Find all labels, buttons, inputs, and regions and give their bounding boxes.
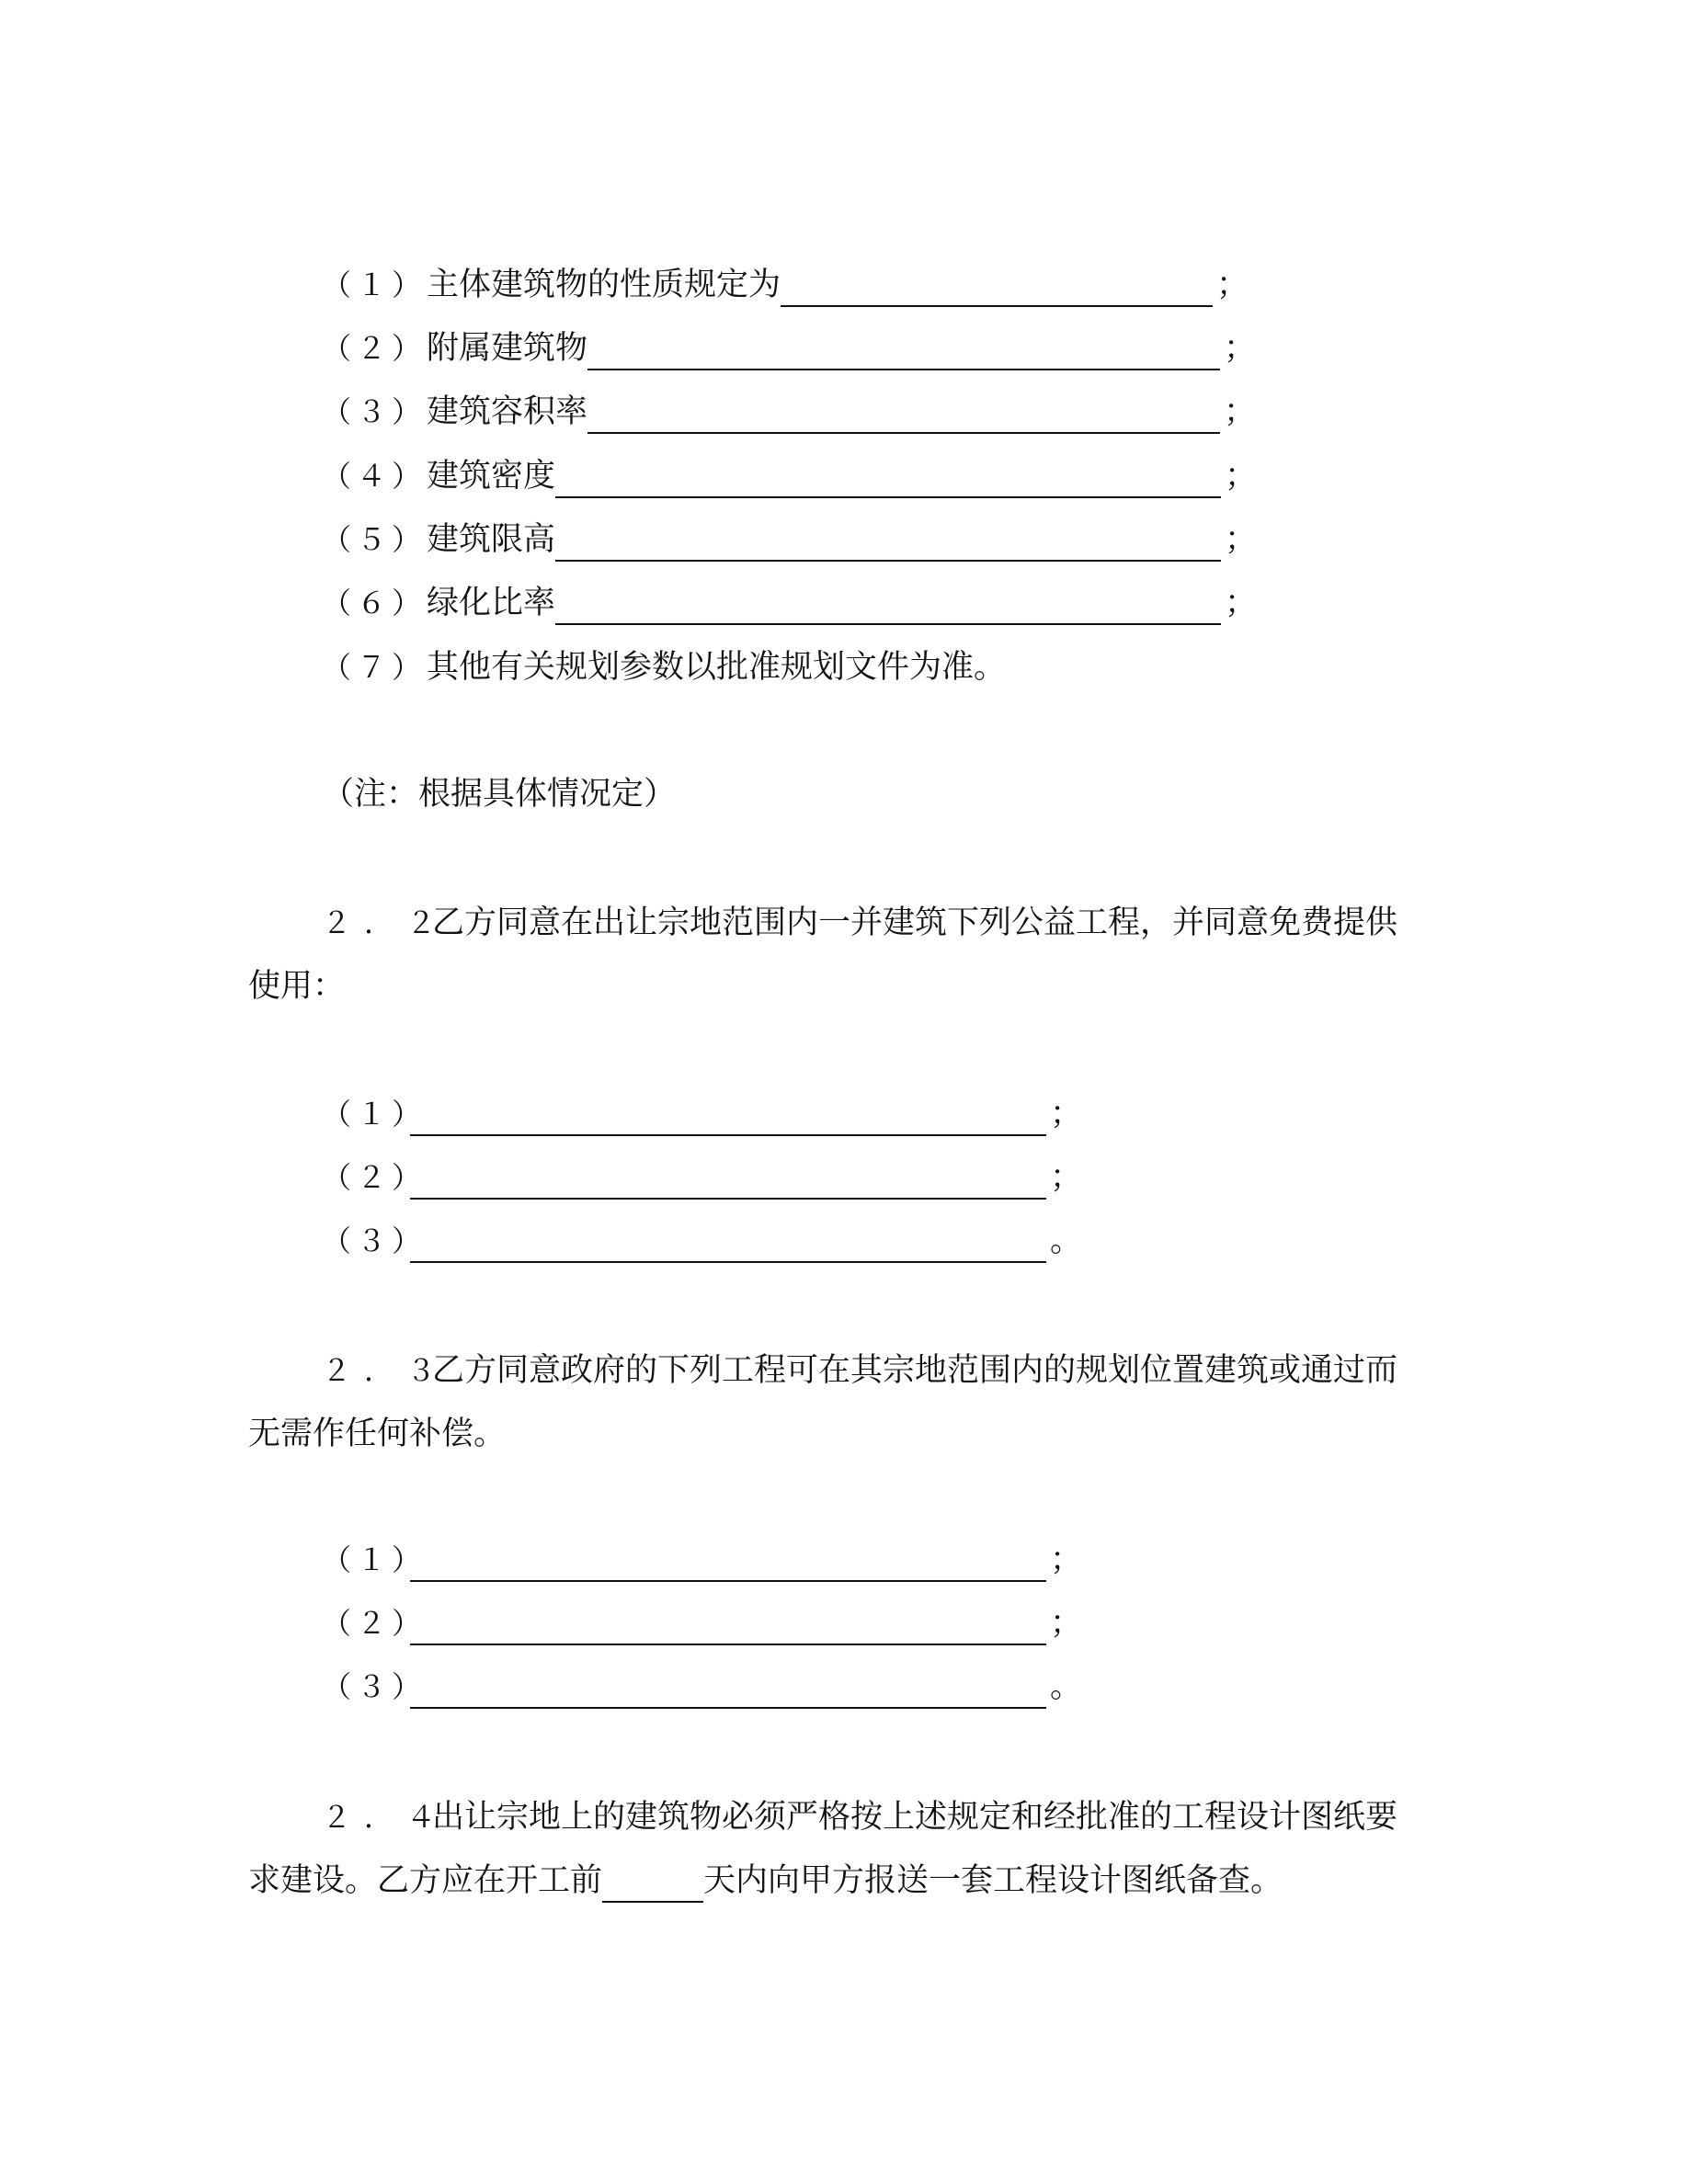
clause-2-2-line2: 使用： [248,968,346,1005]
item-label: 建筑容积率 [427,393,588,430]
fill-blank[interactable] [555,463,1221,498]
clause-2-4-line2 [248,1859,1283,1903]
gov-works-item-3 [322,1665,1082,1709]
item-end-punct: ； [1050,1096,1083,1132]
clause-text: 乙方同意在出让宗地范围内一并建筑下列公益工程，并同意免费提供 [432,904,1398,941]
item-number: （６） [322,586,428,620]
gov-works-item-2 [322,1601,1082,1645]
item-number: （３） [322,394,428,429]
clause-text: 求建设。乙方应在开工前 [248,1862,603,1899]
fill-blank[interactable] [587,399,1220,434]
clause-text: 乙方同意政府的下列工程可在其宗地范围内的规划位置建筑或通过而 [432,1352,1398,1389]
item-number: （１） [322,267,428,302]
clause-text: 天内向甲方报送一套工程设计图纸备查。 [703,1862,1283,1899]
item-number: （２） [322,331,428,366]
public-works-item-1 [322,1092,1082,1136]
item-label: 附属建筑物 [427,330,588,367]
item-number: （４） [322,459,428,494]
item-number: （７） [322,650,428,685]
item-end-punct: ； [1050,1541,1083,1578]
public-works-item-3 [322,1219,1082,1263]
planning-item-4 [322,454,1257,498]
public-works-item-2 [322,1155,1082,1200]
item-end-punct: ； [1050,1159,1083,1196]
planning-item-5 [322,518,1257,562]
clause-2-3-line1 [322,1348,1397,1393]
planning-item-2 [322,326,1256,370]
item-end-punct: ； [1224,393,1257,430]
planning-item-3 [322,390,1256,434]
item-number: （２） [322,1160,428,1195]
clause-2-3-line2: 无需作任何补偿。 [248,1416,507,1452]
item-number: （１） [322,1097,428,1132]
item-end-punct: ； [1225,585,1258,621]
fill-blank[interactable] [781,272,1213,307]
item-label: 建筑密度 [427,458,556,495]
item-end-punct: 。 [1050,1668,1083,1705]
item-label: 其他有关规划参数以批准规划文件为准。 [427,649,1007,686]
clause-2-2-line1 [322,901,1397,945]
item-number: （２） [322,1606,428,1641]
item-end-punct: 。 [1050,1223,1083,1259]
item-number: （３） [322,1223,428,1258]
item-label: 绿化比率 [427,585,556,621]
days-blank[interactable] [602,1868,703,1903]
clause-2-4-line1 [322,1795,1397,1839]
item-end-punct: ； [1225,521,1258,558]
planning-item-6 [322,581,1257,625]
item-number: （１） [322,1542,428,1577]
clause-number: ２．３ [322,1353,450,1388]
note: （注：根据具体情况定） [322,776,677,813]
item-end-punct: ； [1224,330,1257,367]
fill-blank[interactable] [587,336,1220,370]
item-label: 建筑限高 [427,521,556,558]
fill-blank[interactable] [410,1101,1046,1136]
fill-blank[interactable] [410,1165,1046,1200]
fill-blank[interactable] [410,1228,1046,1263]
planning-item-1 [322,263,1249,307]
planning-item-7 [322,645,1006,689]
item-end-punct: ； [1225,458,1258,495]
clause-number: ２．２ [322,905,450,940]
clause-number: ２．４ [322,1800,450,1835]
fill-blank[interactable] [410,1610,1046,1645]
item-number: （３） [322,1669,428,1704]
fill-blank[interactable] [410,1674,1046,1709]
gov-works-item-1 [322,1538,1082,1582]
item-end-punct: ； [1050,1605,1083,1642]
fill-blank[interactable] [410,1547,1046,1582]
fill-blank[interactable] [555,527,1221,562]
clause-text: 出让宗地上的建筑物必须严格按上述规定和经批准的工程设计图纸要 [432,1799,1398,1836]
item-end-punct: ； [1216,267,1249,303]
fill-blank[interactable] [555,590,1221,625]
item-number: （５） [322,522,428,557]
item-label: 主体建筑物的性质规定为 [427,267,781,303]
